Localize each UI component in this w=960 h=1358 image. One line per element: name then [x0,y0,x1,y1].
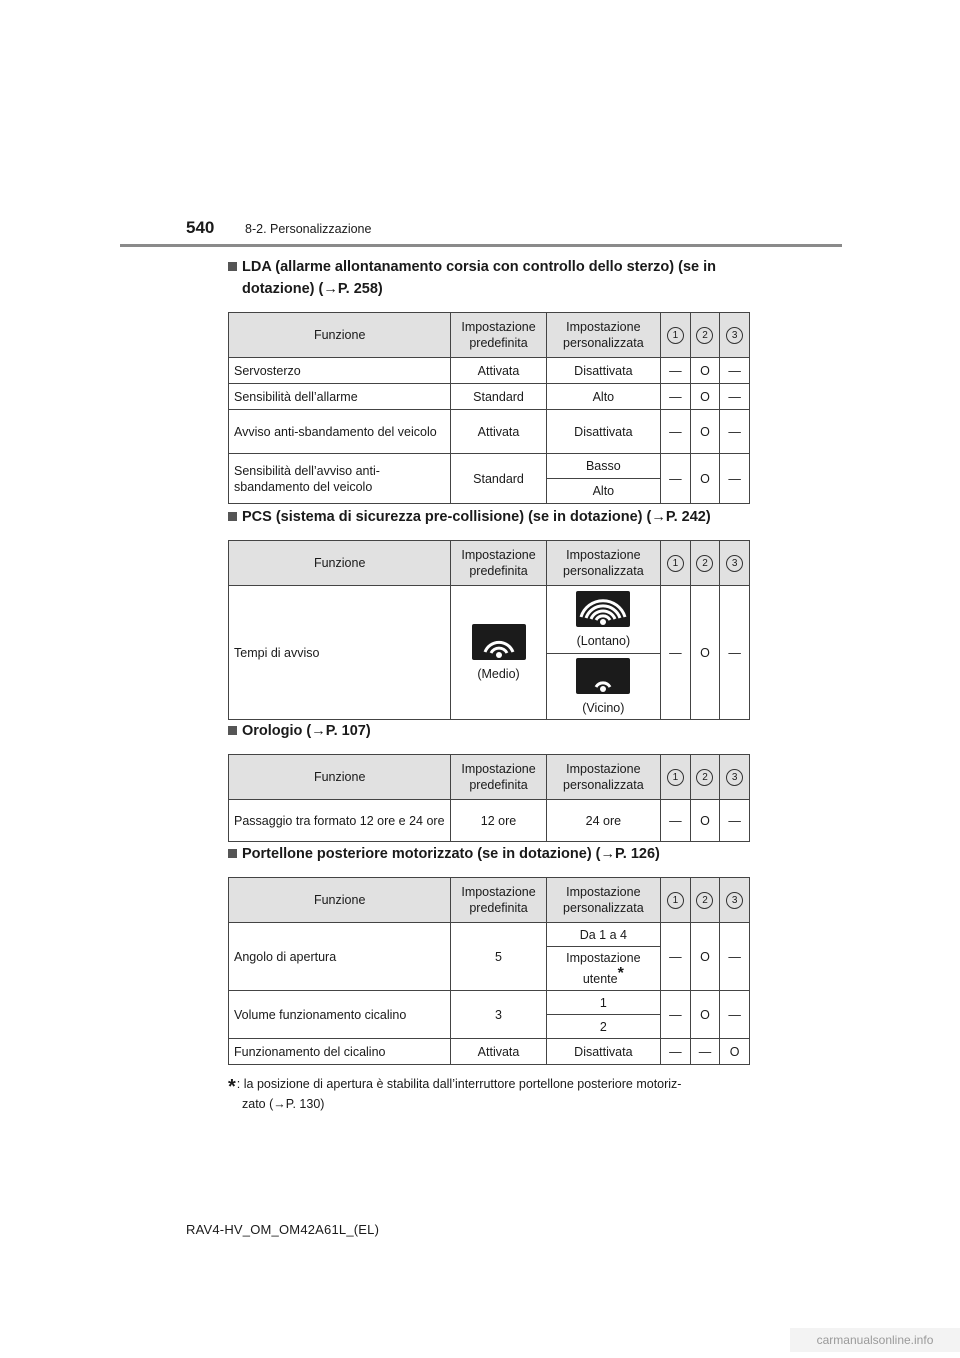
table-header-row: Funzione Impostazione predefinita Impostazione personalizzata 1 2 3 [229,313,750,358]
asterisk-icon: * [228,1076,236,1098]
orologio-section [228,720,750,842]
pcs-section [228,506,750,720]
circled-3-icon: 3 [726,769,743,786]
table-row: (Vicino) [229,654,750,720]
square-bullet-icon [228,262,237,271]
table-row: Passaggio tra formato 12 ore e 24 ore 12 ore 24 ore — O — [229,800,750,842]
table-row: Sensibilità dell’avviso anti-sbandamento del veicolo Standard Basso — O — [229,454,750,479]
square-bullet-icon [228,849,237,858]
portellone-heading: Portellone posteriore motorizzato (se in dotazione) (→P. 126) [228,843,750,865]
circled-2-icon: 2 [696,327,713,344]
document-code: RAV4-HV_OM_OM42A61L_(EL) [186,1222,380,1237]
warning-timing-far-icon [576,591,630,627]
table-row: Funzionamento del cicalino Attivata Disattivata — — O [229,1039,750,1065]
section-title: 8-2. Personalizzazione [245,222,372,236]
circled-3-icon: 3 [726,555,743,572]
circled-1-icon: 1 [667,555,684,572]
lda-heading: LDA (allarme allontanamento corsia con controllo dello sterzo) (se in dotazione) (→P. 258) [228,256,750,300]
footnote: *: la posizione di apertura è stabilita dall’interruttore portellone posteriore motoriz- zato (→P. 130) [228,1076,682,1111]
warning-timing-medium-icon [472,624,526,660]
circled-2-icon: 2 [696,892,713,909]
header-divider [120,244,842,247]
lda-section [228,256,750,504]
orologio-table [228,754,750,842]
table-row: Angolo di apertura 5 Da 1 a 4 — O — [229,923,750,947]
pcs-heading: PCS (sistema di sicurezza pre-collisione) (se in dotazione) (→P. 242) [228,506,750,528]
circled-2-icon: 2 [696,769,713,786]
portellone-section [228,843,750,1065]
table-header-row: Funzione Impostazione predefinita Impostazione personalizzata 1 2 3 [229,878,750,923]
table-row: Servosterzo Attivata Disattivata — O — [229,358,750,384]
portellone-table [228,877,750,1065]
circled-1-icon: 1 [667,892,684,909]
table-row: Volume funzionamento cicalino 3 1 — O — [229,991,750,1015]
circled-3-icon: 3 [726,327,743,344]
table-row: Tempi di avviso (Medio) (Lontano) — O — [229,586,750,654]
circled-2-icon: 2 [696,555,713,572]
table-row: Sensibilità dell’allarme Standard Alto — O — [229,384,750,410]
circled-1-icon: 1 [667,327,684,344]
circled-3-icon: 3 [726,892,743,909]
lda-table [228,312,750,504]
square-bullet-icon [228,726,237,735]
footnote-marker: * [617,964,624,982]
table-row: Alto [229,479,750,504]
warning-timing-near-icon [576,658,630,694]
table-header-row: Funzione Impostazione predefinita Impostazione personalizzata 1 2 3 [229,755,750,800]
watermark: carmanualsonline.info [790,1328,960,1352]
table-row: Avviso anti-sbandamento del veicolo Attivata Disattivata — O — [229,410,750,454]
table-row: 2 [229,1015,750,1039]
table-row: Impostazione utente* [229,947,750,991]
pcs-table [228,540,750,720]
square-bullet-icon [228,512,237,521]
table-header-row: Funzione Impostazione predefinita Impostazione personalizzata 1 2 3 [229,541,750,586]
circled-1-icon: 1 [667,769,684,786]
page-number: 540 [186,218,215,237]
orologio-heading: Orologio (→P. 107) [228,720,750,742]
